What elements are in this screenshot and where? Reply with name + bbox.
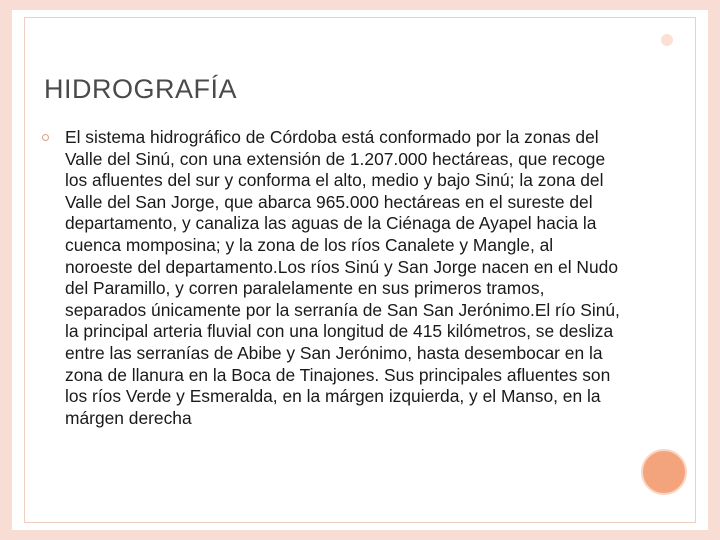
bullet-text: El sistema hidrográfico de Córdoba está conformado por la zonas del Valle del Sinú, con una extensión de 1.207.000 hectáreas, que recoge los afluentes del sur y conforma el alto, medio y bajo Sinú; la zona del Valle del San Jorge, que abarca 965.000 hectáreas en el sureste del departamento, y canaliza las aguas de la Ciénaga de Ayapel hacia la cuenca momposina; y la zona de los ríos Canalete y Mangle, al noroeste del departamento.Los ríos Sinú y San Jorge nacen en el Nudo del Paramillo, y corren paralelamente en sus primeros tramos, separados únicamente por la serranía de San San Jerónimo.El río Sinú, la principal arteria fluvial con una longitud de 415 kilómetros, se desliza entre las serranías de Abibe y San Jerónimo, hasta desembocar en la zona de llanura en la Boca de Tinajones. Sus principales afluentes son los ríos Verde y Esmeralda, en la márgen izquierda, y el Manso, en la márgen derecha (65, 127, 620, 428)
decorative-dot-top (661, 34, 673, 46)
slide-title: HIDROGRAFÍA (44, 74, 238, 104)
decorative-dot-bottom (641, 449, 687, 495)
bullet-icon (42, 134, 49, 141)
